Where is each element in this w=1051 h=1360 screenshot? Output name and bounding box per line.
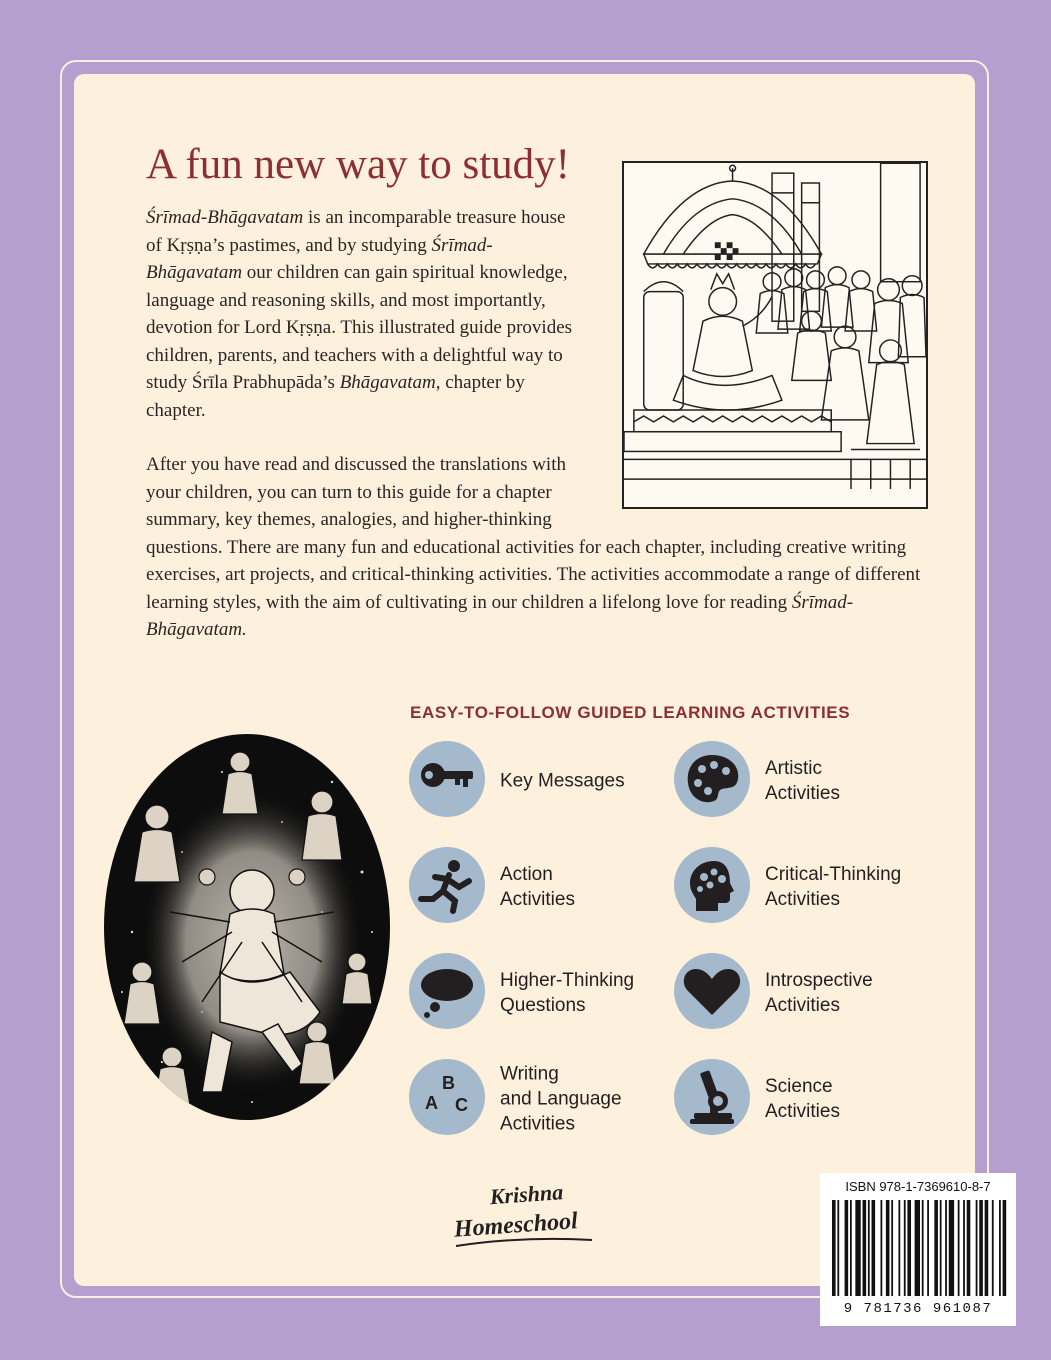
activity-label: Artistic Activities (765, 758, 840, 804)
text-run: Bhāgavatam (339, 372, 436, 393)
isbn-label: ISBN 978-1-7369610-8-7 (845, 1179, 991, 1194)
illustration-wrap-spacer (566, 451, 926, 533)
page-title: A fun new way to study! (146, 141, 570, 188)
text-run: , chapter by chapter. (146, 372, 525, 421)
heart-icon (674, 953, 750, 1029)
activity-critical-thinking (674, 847, 924, 927)
activity-label: Action Activities (500, 864, 575, 910)
activity-action (409, 847, 659, 927)
activity-label: Introspective Activities (765, 970, 873, 1016)
activity-artistic (674, 741, 924, 821)
abc-icon (409, 1059, 485, 1135)
logo-line1: Krishna (488, 1179, 564, 1210)
head-gears-icon (674, 847, 750, 923)
activities-heading: EASY-TO-FOLLOW GUIDED LEARNING ACTIVITIES (410, 703, 851, 722)
guide-paragraph (146, 451, 926, 644)
activity-key-messages (409, 741, 659, 821)
text-run: is an incomparable treasure house of Kṛṣṇa’s pastimes, and by studying (146, 207, 566, 256)
activity-introspective (674, 953, 924, 1033)
activity-label: Science Activities (765, 1076, 840, 1122)
barcode-bars (832, 1200, 1008, 1296)
logo-line2: Homeschool (453, 1208, 579, 1243)
activity-label: Higher-Thinking Questions (500, 970, 635, 1016)
activity-higher-thinking (409, 953, 659, 1033)
svg-text:C: C (455, 1095, 468, 1115)
text-run: Śrīmad-Bhāgavatam (146, 234, 493, 283)
text-run: Śrīmad-Bhāgavatam (146, 207, 304, 228)
text-run: After you have read and discussed the translations with your children, you can turn to this guide for a chapter summary, key themes, analogies, and higher-thinking questions. There are many fun and educational activities for each chapter, including creative writing exercises, art projects, and critical-thinking activities. The activities accommodate a range of different learning styles, with the aim of cultivating in our children a lifelong love for reading (146, 454, 921, 613)
activity-label: Key Messages (500, 770, 625, 792)
microscope-icon (674, 1059, 750, 1135)
barcode-number: 9 781736 961087 (843, 1301, 993, 1317)
activity-label: Writing and Language Activities (500, 1063, 622, 1135)
activity-science (674, 1059, 924, 1139)
intro-paragraph (146, 204, 586, 424)
cosmic-dance-illustration (102, 732, 392, 1122)
thought-bubble-icon (409, 953, 485, 1029)
svg-text:A: A (425, 1093, 438, 1113)
svg-text:B: B (442, 1073, 455, 1093)
activity-writing-language (409, 1059, 659, 1139)
key-icon (409, 741, 485, 817)
palette-icon (674, 741, 750, 817)
text-run: our children can gain spiritual knowledge, language and reasoning skills, and most importantly, devotion for Lord Kṛṣṇa. This illustrated guide provides children, parents, and teachers with a delightful way to study Śrīla Prabhupāda’s (146, 262, 573, 393)
text-run: Śrīmad-Bhāgavatam. (146, 591, 854, 640)
isbn-barcode (820, 1173, 1016, 1326)
activity-label: Critical-Thinking Activities (765, 864, 902, 910)
running-person-icon (409, 847, 485, 923)
krishna-homeschool-logo (452, 1170, 602, 1260)
